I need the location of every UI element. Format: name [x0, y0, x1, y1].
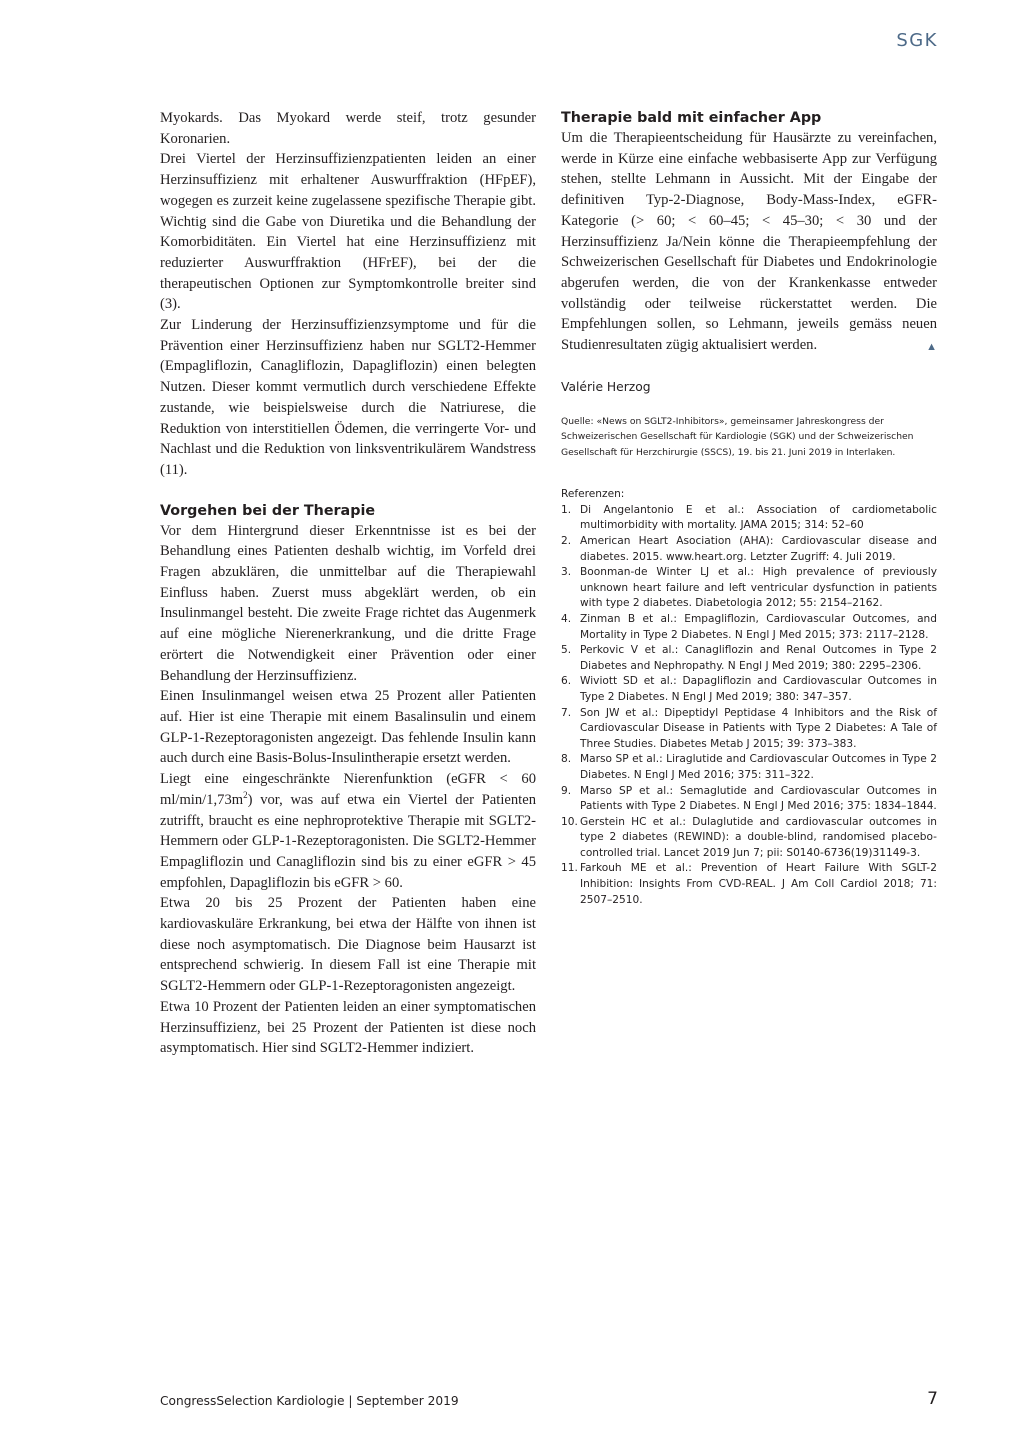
reference-text: Di Angelantonio E et al.: Association of cardiometabolic multimorbidity with mortality. JAMA 2015; 314: 52–60 [580, 503, 937, 532]
reference-number: 4. [561, 612, 572, 625]
source-note: Quelle: «News on SGLT2-Inhibitors», gemeinsamer Jahreskongress der Schweizerischen Gesellschaft für Kardiologie (SGK) und der Schweizerischen Gesellschaft für Herzchirurgie (SSCS), 19. bis 21. Juni 2019 in Interlaken. [561, 415, 914, 458]
reference-text: Marso SP et al.: Liraglutide and Cardiovascular Outcomes in Type 2 Diabetes. N Engl J Med 2016; 375: 311–322. [580, 753, 937, 781]
reference-item [561, 784, 937, 815]
reference-item [561, 861, 937, 908]
reference-number: 11. [561, 862, 578, 875]
reference-item [561, 534, 937, 565]
page-number: 7 [927, 1389, 938, 1409]
body-paragraph: Einen Insulinmangel weisen etwa 25 Prozent aller Patienten auf. Hier ist eine Therapie mit einem Basalinsulin und einem GLP-1-Rezeptoragonisten angezeigt. Das fehlende Insulin kann auch durch eine Basis-Bolus-Insulintherapie ersetzt werden. [160, 688, 536, 767]
reference-number: 9. [561, 784, 572, 797]
section-heading-therapy-approach: Vorgehen bei der Therapie [160, 502, 376, 519]
body-paragraph: Etwa 20 bis 25 Prozent der Patienten haben eine kardiovaskuläre Erkrankung, bei etwa der Hälfte von ihnen ist diese noch asymptomatisch. Die Diagnose beim Hausarzt ist entsprechend schwierig. In diesem Fall ist eine Therapie mit SGLT2-Hemmern oder GLP-1-Rezeptoragonisten angezeigt. [160, 895, 536, 995]
section-label: SGK [896, 30, 938, 51]
reference-number: 6. [561, 675, 572, 688]
reference-item [561, 815, 937, 862]
reference-number: 1. [561, 503, 572, 516]
reference-item [561, 706, 937, 753]
text-run: Liegt eine eingeschränkte Nierenfunktion (eGFR < 60 ml/min/1,73m [160, 771, 536, 808]
reference-number: 2. [561, 535, 572, 548]
reference-item [561, 565, 937, 612]
reference-number: 10. [561, 815, 578, 828]
text-run: Um die Therapieentscheidung für Hausärzte zu vereinfachen, werde in Kürze eine einfache webbasiserte App zur Verfügung stehen, stellte Lehmann in Aussicht. Mit der Eingabe der definitiven Typ-2-Diagnose, Body-Mass-Index, eGFR-Kategorie (> 60; < 60–45; < 45–30; < 30 und der Herzinsuffizienz Ja/Nein könne die Therapieempfehlung der Schweizerischen Gesellschaft für Diabetes und Endokrinologie abgerufen werden, die von der Krankenkasse entweder vollständig oder teilweise rückerstattet werden. Die Empfehlungen sollen, so Lehmann, jeweils gemäss neuen Studienresultaten zügig aktualisiert werden. [561, 130, 937, 354]
reference-text: Farkouh ME et al.: Prevention of Heart Failure With SGLT-2 Inhibition: Insights From CVD-REAL. J Am Coll Cardiol 2018; 71: 2507–2510. [580, 862, 937, 906]
reference-item [561, 643, 937, 674]
section-heading-app: Therapie bald mit einfacher App [561, 110, 822, 126]
reference-number: 8. [561, 753, 572, 766]
text-run: ) vor, was auf etwa ein Viertel der Patienten zutrifft, braucht es eine nephroprotektive Therapie mit SGLT2-Hemmern oder GLP-1-Rezeptoragonisten. Die SGLT2-Hemmer Empagliflozin und Canagliflozin sind bis zu einer eGFR > 45 empfohlen, Dapagliflozin bis eGFR > 60. [160, 791, 536, 891]
superscript: 2 [243, 789, 248, 800]
reference-text: Marso SP et al.: Semaglutide and Cardiovascular Outcomes in Patients with Type 2 Diabetes. N Engl J Med 2016; 375: 1834–1844. [580, 784, 937, 813]
reference-item [561, 503, 937, 534]
body-paragraph: Etwa 10 Prozent der Patienten leiden an einer symptomatischen Herzinsuffizienz, bei 25 Prozent der Patienten ist diese noch asymptomatisch. Hier sind SGLT2-Hemmer indiziert. [160, 998, 536, 1057]
body-paragraph: Vor dem Hintergrund dieser Erkenntnisse ist es bei der Behandlung eines Patienten deshalb wichtig, im Vorfeld drei Fragen abzuklären, die unmittelbar auf die Therapiewahl Einfluss haben. Zuerst muss abgeklärt werden, ob ein Insulinmangel besteht. Die zweite Frage richtet das Augenmerk auf eine mögliche Nierenerkrankung, und die dritte Frage erörtert die Notwendigkeit einer Prävention oder einer Behandlung der Herzinsuffizienz. [160, 522, 536, 684]
left-column [160, 108, 536, 1059]
references-list [561, 503, 937, 908]
author-name: Valérie Herzog [561, 379, 651, 394]
reference-item [561, 674, 937, 705]
body-paragraph [160, 769, 536, 893]
footer-publication: CongressSelection Kardiologie | September 2019 [160, 1394, 459, 1408]
right-column [561, 108, 937, 908]
reference-number: 3. [561, 566, 572, 579]
reference-text: Zinman B et al.: Empagliflozin, Cardiovascular Outcomes, and Mortality in Type 2 Diabetes. N Engl J Med 2015; 373: 2117–2128. [580, 612, 937, 641]
reference-number: 7. [561, 706, 572, 719]
reference-text: Perkovic V et al.: Canagliflozin and Renal Outcomes in Type 2 Diabetes and Nephropathy. N Engl J Med 2019; 380: 2295–2306. [580, 644, 937, 672]
reference-number: 5. [561, 644, 572, 657]
body-paragraph: Myokards. Das Myokard werde steif, trotz gesunder Koronarien. [160, 110, 536, 147]
reference-item [561, 752, 937, 783]
references-title: Referenzen: [561, 488, 625, 501]
body-paragraph: Zur Linderung der Herzinsuffizienzsymptome und für die Prävention einer Herzinsuffizienz haben nur SGLT2-Hemmer (Empagliflozin, Canagliflozin, Dapagliflozin) einen belegten Nutzen. Dieser kommt vermutlich durch verschiedene Effekte zustande, wie beispielsweise durch die Natriurese, die Reduktion von interstitiellen Ödemen, die verringerte Vor- und Nachlast und die Reduktion von linksventrikulärem Wandstress (11). [160, 317, 536, 478]
reference-text: Son JW et al.: Dipeptidyl Peptidase 4 Inhibitors and the Risk of Cardiovascular Disease in Patients with Type 2 Diabetes: A Tale of Three Studies. Diabetes Metab J 2015; 39: 373–383. [580, 706, 937, 750]
reference-text: Wiviott SD et al.: Dapagliflozin and Cardiovascular Outcomes in Type 2 Diabetes. N Engl J Med 2019; 380: 347–357. [580, 675, 937, 703]
end-triangle-icon: ▲ [926, 341, 937, 354]
body-paragraph [561, 128, 937, 356]
reference-item [561, 612, 937, 643]
reference-text: Boonman-de Winter LJ et al.: High prevalence of previously unknown heart failure and left ventricular dysfunction in patients with type 2 diabetes. Diabetologia 2012; 55: 2154–2162. [580, 566, 937, 610]
reference-text: American Heart Asociation (AHA): Cardiovascular disease and diabetes. 2015. www.heart.org. Letzter Zugriff: 4. Juli 2019. [580, 535, 937, 563]
body-paragraph: Drei Viertel der Herzinsuffizienzpatienten leiden an einer Herzinsuffizienz mit erhaltener Auswurffraktion (HFpEF), wogegen es zurzeit keine zugelassene spezifische Therapie gibt. Wichtig sind die Gabe von Diuretika und die Behandlung der Komorbiditäten. Ein Viertel hat eine Herzinsuffizienz mit reduzierter Auswurffraktion (HFrEF), bei der die therapeutischen Optionen zur Symptomkontrolle breiter sind (3). [160, 151, 536, 313]
reference-text: Gerstein HC et al.: Dulaglutide and cardiovascular outcomes in type 2 diabetes (REWIND): a double-blind, randomised placebo-controlled trial. Lancet 2019 Jun 7; pii: S0140-6736(19)31149-3. [580, 815, 937, 859]
